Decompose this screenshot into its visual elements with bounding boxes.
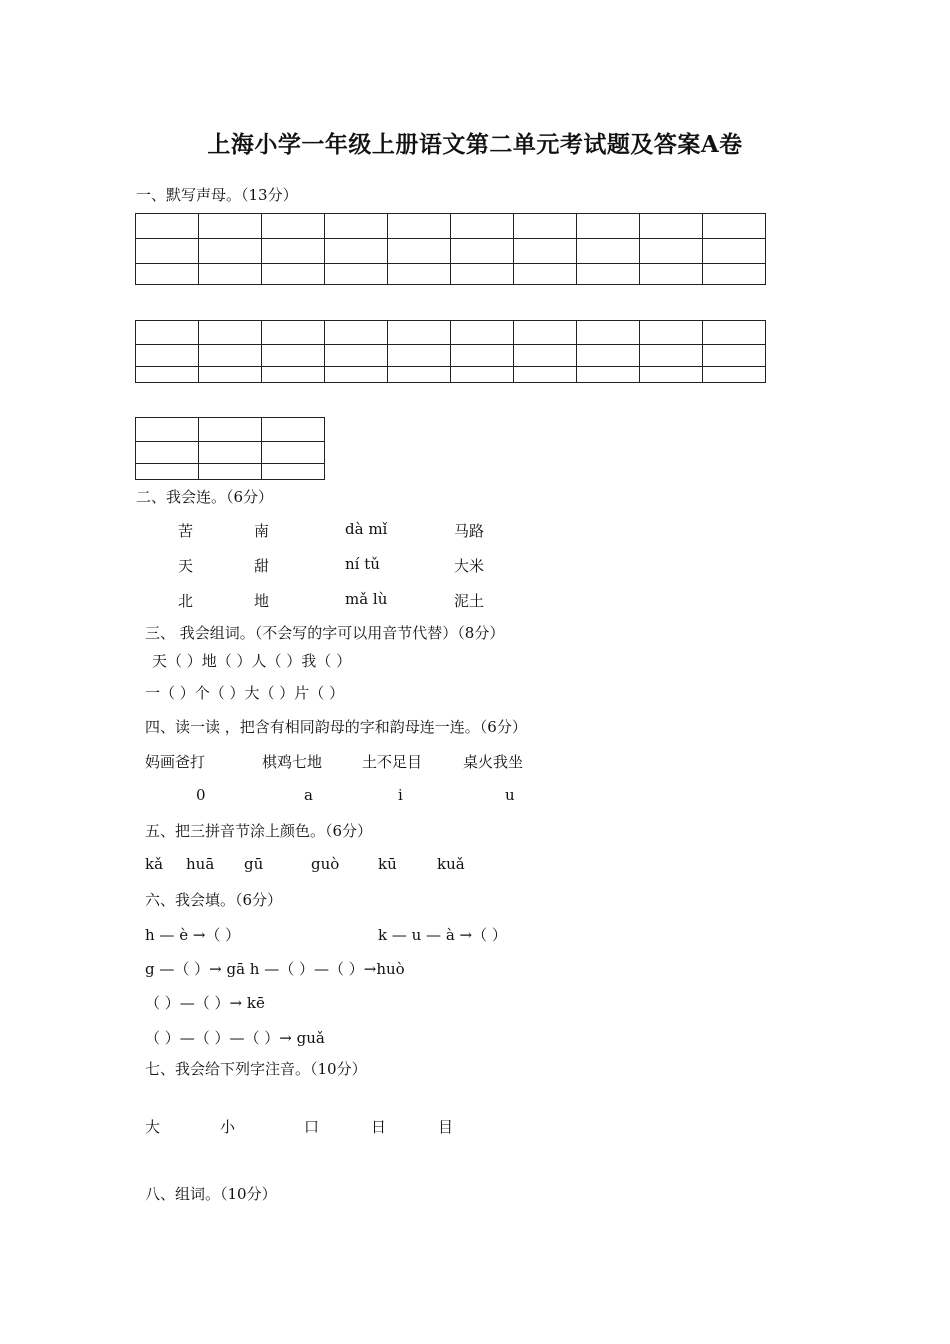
match-item: dà mǐ [345,520,388,538]
section-8-heading: 八、组词。（10分） [145,1185,277,1203]
final-item: u [505,786,515,804]
match-item: 天 [178,557,194,575]
syllable: huā [186,855,215,873]
word-group: 妈画爸打 [145,753,206,771]
word-building-line-1: 天（ ）地（ ）人（ ）我（ ） [152,652,352,670]
section-4-heading: 四、读一读 ，把含有相同韵母的字和韵母连一连。（6分） [145,718,527,736]
match-item: ní tǔ [345,555,380,573]
fill-line-3: （ ）—（ ）→ kē [145,994,265,1012]
section-6-heading: 六、我会填。（6分） [145,891,283,909]
section-2-heading: 二、我会连。（6分） [136,488,274,506]
match-item: 苦 [178,522,194,540]
section-3-heading: 三、 我会组词。（不会写的字可以用音节代替）（8分） [145,624,505,642]
fill-line-1a: h — è →（ ） [145,926,241,944]
syllable: guò [311,855,340,873]
fill-line-1b: k — u — à →（ ） [378,926,507,944]
final-item: 0 [196,786,206,804]
match-item: 南 [254,522,270,540]
character: 日 [371,1118,387,1136]
word-group: 桌火我坐 [463,753,524,771]
writing-grid-1 [135,213,766,285]
character: 小 [220,1118,236,1136]
syllable: kǎ [145,855,164,873]
match-item: 甜 [254,557,270,575]
writing-grid-3 [135,417,325,480]
match-item: 北 [178,592,194,610]
writing-grid-2 [135,320,766,383]
word-group: 棋鸡七地 [262,753,323,771]
final-item: i [398,786,403,804]
page-title: 上海小学一年级上册语文第二单元考试题及答案A卷 [207,131,743,158]
match-item: 大米 [454,557,485,575]
syllable: gū [244,855,264,873]
final-item: a [304,786,313,804]
match-item: mǎ lù [345,590,388,608]
match-item: 马路 [454,522,485,540]
match-item: 地 [254,592,270,610]
character: 口 [304,1118,320,1136]
word-group: 土不足目 [362,753,423,771]
section-1-heading: 一、默写声母。（13分） [136,186,298,204]
character: 目 [438,1118,454,1136]
match-item: 泥土 [454,592,485,610]
fill-line-4: （ ）—（ ）—（ ）→ guǎ [145,1029,325,1047]
syllable: kuǎ [437,855,465,873]
character: 大 [145,1118,161,1136]
section-5-heading: 五、把三拼音节涂上颜色。（6分） [145,822,373,840]
syllable: kū [378,855,397,873]
fill-line-2: g —（ ）→ gā h —（ ）—（ ）→huò [145,960,405,978]
word-building-line-2: 一（ ）个（ ）大（ ）片（ ） [145,684,345,702]
section-7-heading: 七、我会给下列字注音。（10分） [145,1060,367,1078]
